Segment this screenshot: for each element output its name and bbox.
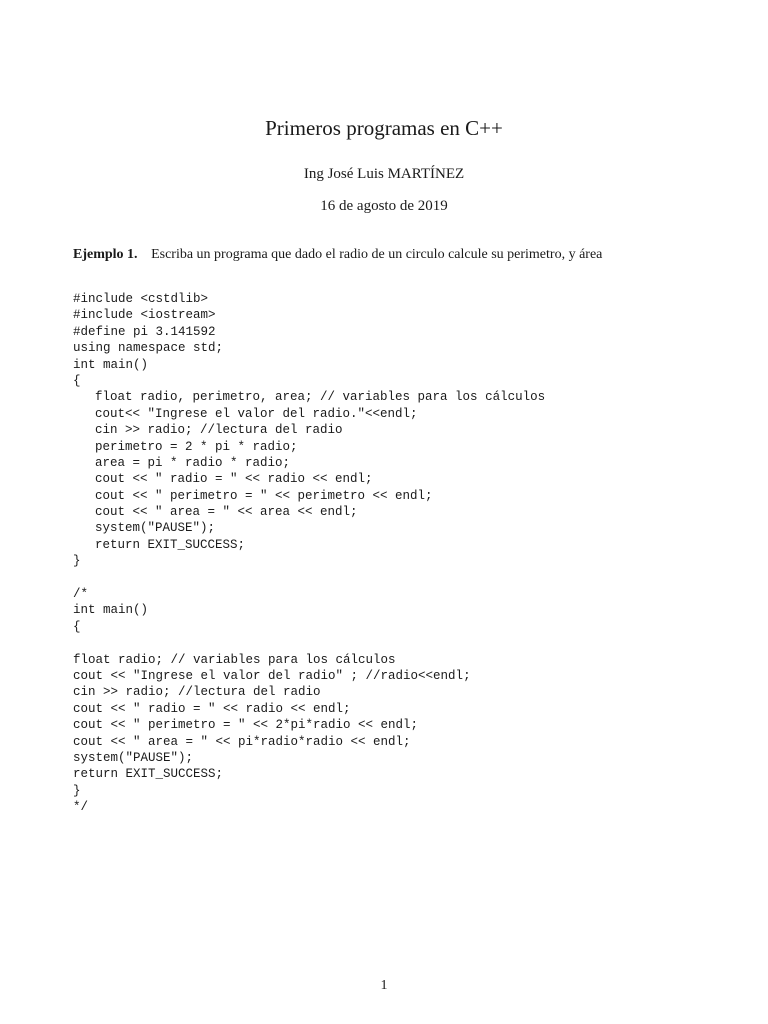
code-line [73, 635, 545, 651]
code-line: #define pi 3.141592 [73, 324, 216, 339]
code-line: float radio, perimetro, area; // variables para los cálculos [95, 390, 546, 405]
code-line: cout<< "Ingrese el valor del radio."<<endl; [95, 406, 418, 421]
code-line: using namespace std; [73, 341, 224, 356]
code-line: /* [73, 587, 89, 602]
code-line: #include <iostream> [73, 308, 216, 323]
code-line: } [73, 783, 81, 798]
code-line: cout << " radio = " << radio << endl; [73, 701, 351, 716]
example-text: Escriba un programa que dado el radio de un circulo calcule su perimetro, y área [151, 247, 603, 262]
code-line: cout << " perimetro = " << 2*pi*radio << endl; [73, 718, 419, 733]
code-line: system("PAUSE"); [73, 750, 194, 765]
code-line: #include <cstdlib> [73, 292, 209, 306]
code-line: { [73, 619, 81, 634]
code-line: cout << "Ingrese el valor del radio" ; //radio<<endl; [73, 668, 471, 683]
code-line: cout << " perimetro = " << perimetro << endl; [95, 488, 433, 503]
code-line: */ [73, 800, 89, 815]
code-line: perimetro = 2 * pi * radio; [95, 439, 298, 454]
code-line: { [73, 373, 81, 388]
code-line: cin >> radio; //lectura del radio [95, 423, 343, 438]
code-line: return EXIT_SUCCESS; [95, 537, 246, 552]
code-line: int main() [73, 357, 149, 372]
document-date: 16 de agosto de 2019 [320, 198, 448, 214]
code-listing [73, 291, 545, 816]
page-number: 1 [380, 978, 388, 993]
code-line: cout << " area = " << pi*radio*radio << endl; [73, 734, 411, 749]
document-title: Primeros programas en C++ [265, 116, 503, 140]
code-line: float radio; // variables para los cálculos [73, 652, 396, 667]
example-statement [73, 247, 708, 263]
code-line: area = pi * radio * radio; [95, 455, 291, 470]
code-line: cout << " area = " << area << endl; [95, 505, 358, 520]
code-line: system("PAUSE"); [95, 521, 216, 536]
code-line: int main() [73, 603, 149, 618]
document-author: Ing José Luis MARTÍNEZ [303, 166, 465, 182]
code-line: return EXIT_SUCCESS; [73, 767, 224, 782]
code-line: } [73, 554, 81, 569]
example-label: Ejemplo 1. [73, 247, 138, 262]
code-line [73, 570, 545, 586]
code-line: cout << " radio = " << radio << endl; [95, 472, 373, 487]
code-line: cin >> radio; //lectura del radio [73, 685, 321, 700]
